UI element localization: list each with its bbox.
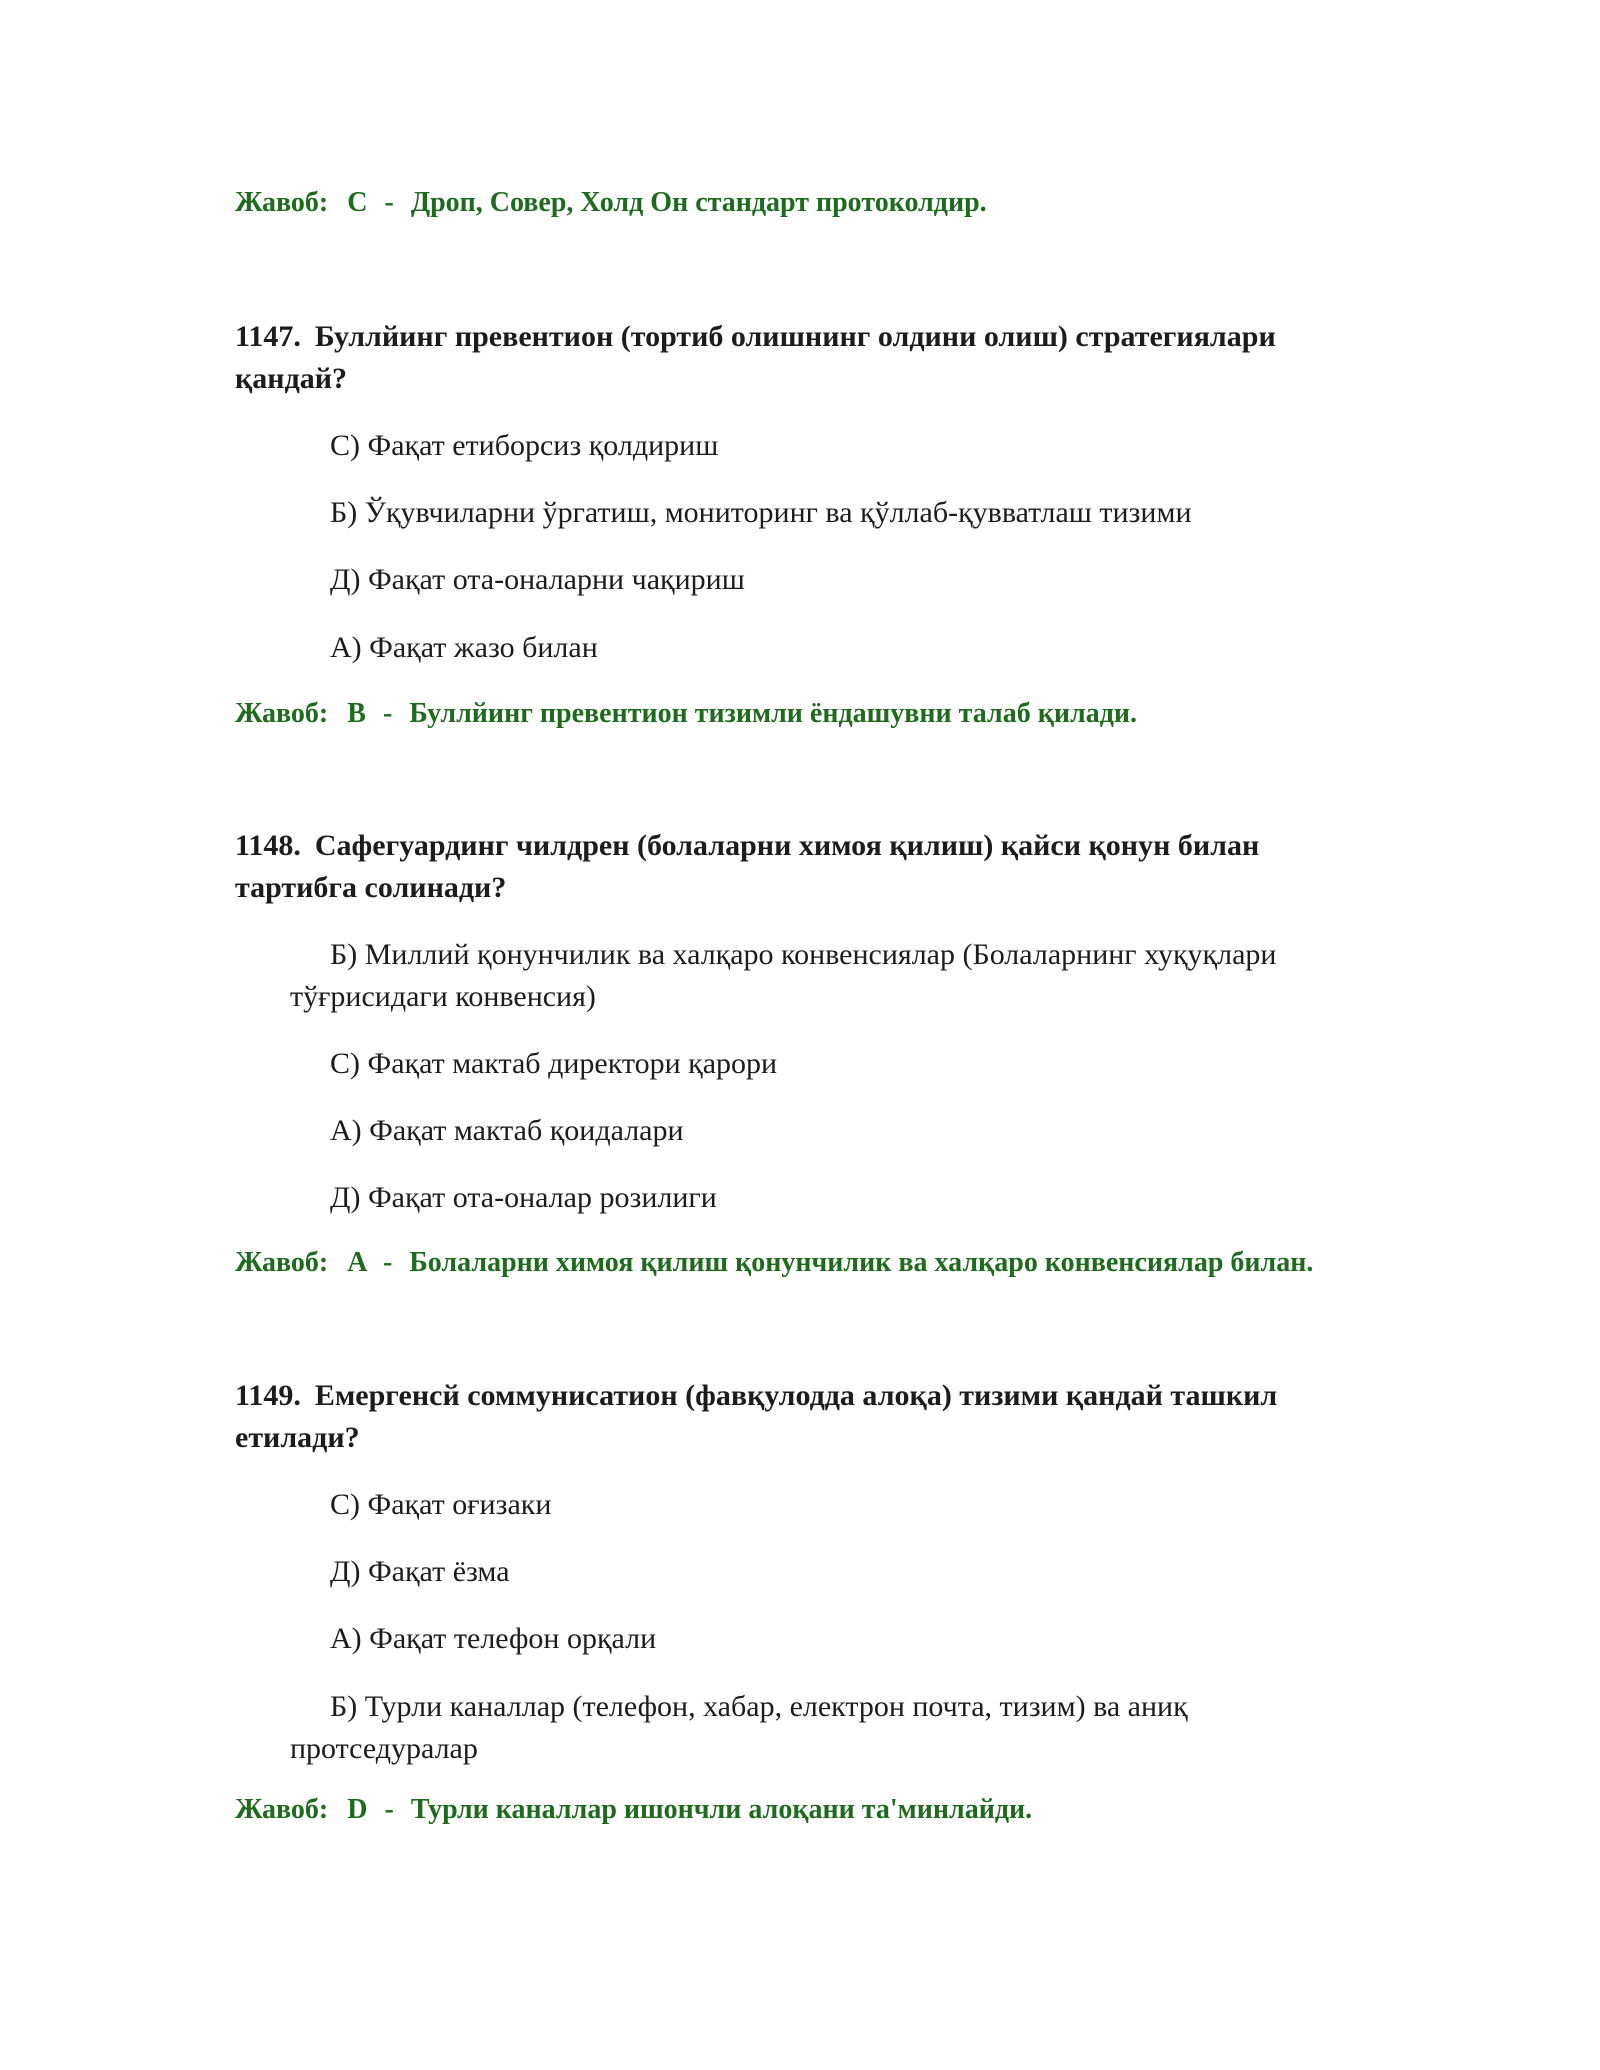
option-item: Б) Ўқувчиларни ўргатиш, мониторинг ва қўллаб-қувватлаш тизими [330,496,1192,529]
question-1147 [235,316,1385,400]
answer-line-prev [235,186,987,220]
answer-label: Жавоб: [235,1794,329,1825]
answer-line-1149 [235,1793,1032,1827]
answer-text: Буллйинг превентион тизимли ёндашувни талаб қилади. [409,698,1138,729]
answer-text: Дроп, Совер, Холд Он стандарт протоколдир. [410,187,987,218]
option-item: Б) Миллий қонунчилик ва халқаро конвенсиялар (Болаларнинг хуқуқлари тўғрисидаги конвенсия) [290,938,1277,1013]
option-item: С) Фақат мактаб директори қарори [330,1047,778,1080]
option-item: Д) Фақат ота-оналар розилиги [330,1181,717,1214]
option-item: Б) Турли каналлар (телефон, хабар, електрон почта, тизим) ва аниқ протседуралар [290,1690,1188,1765]
answer-letter: C [347,187,368,218]
answer-letter: A [347,1247,366,1278]
answer-line-1148 [235,1246,1313,1280]
answer-dash: - [384,1794,394,1825]
question-number: 1149. [235,1379,301,1412]
question-number: 1148. [235,829,301,862]
question-1149 [235,1375,1385,1459]
question-text: Сафегуардинг чилдрен (болаларни химоя қилиш) қайси қонун билан тартибга солинади? [235,829,1260,904]
answer-dash: - [382,1247,393,1278]
answer-letter: D [347,1794,368,1825]
option-item: А) Фақат телефон орқали [330,1622,657,1655]
option-item: С) Фақат етиборсиз қолдириш [330,429,719,462]
question-text: Буллйинг превентион (тортиб олишнинг олдини олиш) стратегиялари қандай? [235,320,1276,395]
answer-dash: - [384,187,394,218]
option-item: Д) Фақат ота-оналарни чақириш [330,563,745,596]
answer-label: Жавоб: [235,698,329,729]
answer-text: Турли каналлар ишончли алоқани та'минлайди. [410,1794,1033,1825]
option-item: А) Фақат мактаб қоидалари [330,1114,684,1147]
option-item: Д) Фақат ёзма [330,1555,510,1588]
answer-letter: B [347,698,366,729]
answer-dash: - [382,698,393,729]
option-item: С) Фақат оғизаки [330,1488,552,1521]
question-number: 1147. [235,320,301,353]
answer-text: Болаларни химоя қилиш қонунчилик ва халқаро конвенсиялар билан. [409,1247,1314,1278]
answer-label: Жавоб: [235,1247,329,1278]
answer-label: Жавоб: [235,187,329,218]
question-1148 [235,825,1385,909]
question-text: Емергенсй соммунисатион (фавқулодда алоқа) тизими қандай ташкил етилади? [235,1379,1278,1454]
answer-line-1147 [235,697,1137,731]
option-item: А) Фақат жазо билан [330,631,598,664]
